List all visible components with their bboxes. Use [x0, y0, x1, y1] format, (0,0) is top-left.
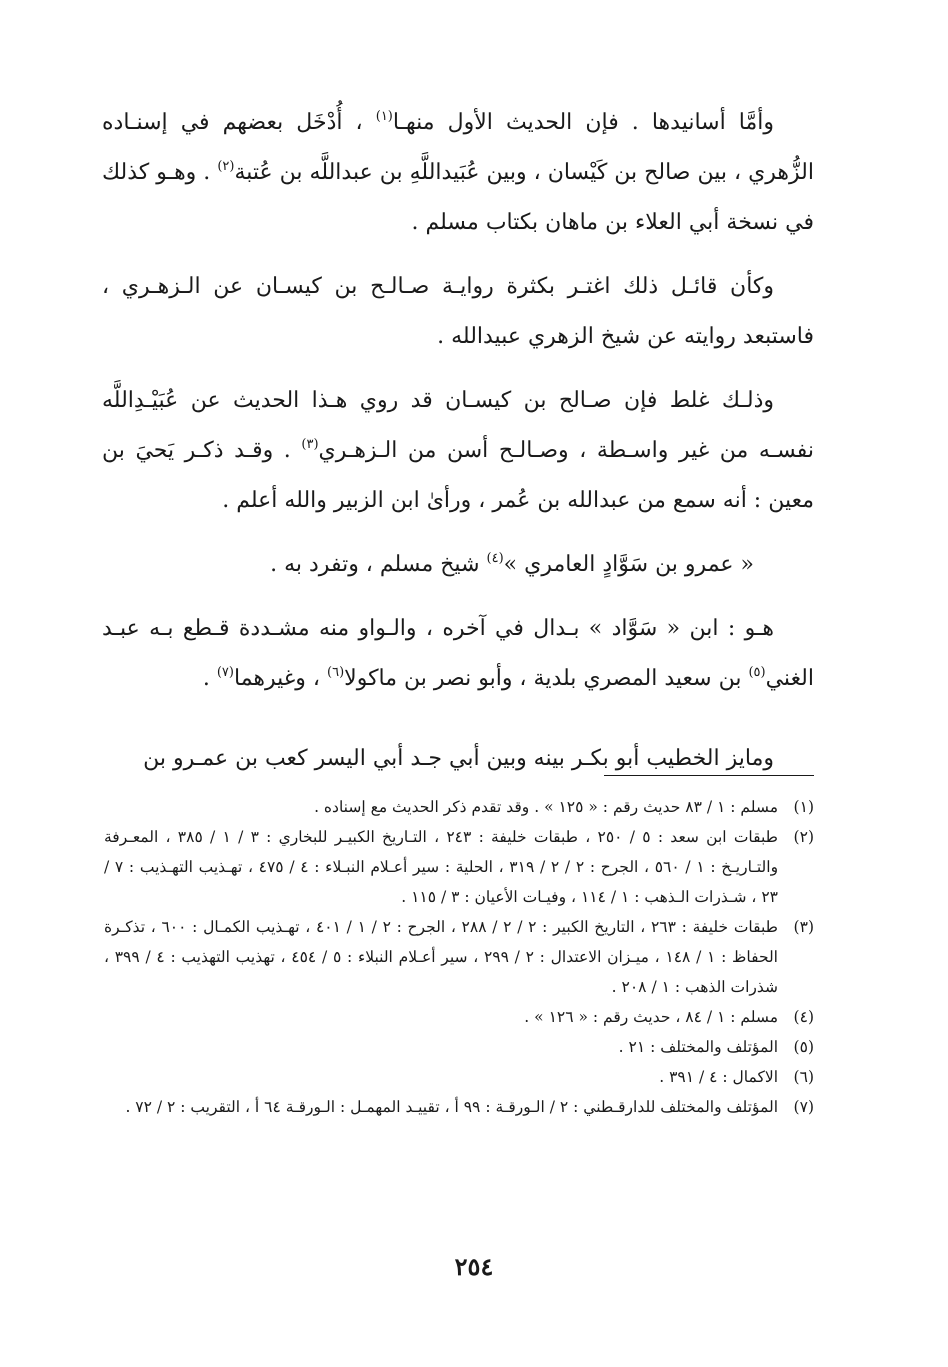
footnote-number: (٦)	[793, 1068, 814, 1086]
paragraph-5-part-c: ، وغيرهما	[233, 666, 328, 691]
footnote-text: المؤتلف والمختلف : ٢١ .	[618, 1038, 778, 1056]
footnote-1	[104, 792, 814, 822]
footnote-text: مسلم : ١ / ٨٣ حديث رقم : « ١٢٥ » . وقد تقدم ذكر الحديث مع إسناده .	[314, 798, 778, 816]
paragraph-1-part-a: وأمَّا أسانيدها . فإن الحديث الأول منهـا	[392, 110, 775, 135]
footnote-7	[104, 1092, 814, 1122]
main-text	[102, 98, 814, 784]
paragraph-1-part-c: . وهـو كذلك في نسخة أبي العلاء بن ماهان بكتاب مسلم .	[102, 160, 814, 235]
paragraph-2: وكأن قائـل ذلك اغتـر بكثرة روايـة صـالـح بن كيسـان عن الـزهـري ، فاستبعد روايته عن شيخ الزهري عبيدالله .	[102, 274, 814, 349]
paragraph-1-part-b: ، أُدْخَل بعضهم في إسنـاده الزُّهري ، بين صالح بن كَيْسان ، وبين عُبَيداللَّهِ بن عبداللَّه بن عُتبة	[102, 110, 814, 185]
footnote-text: مسلم : ١ / ٨٤ ، حديث رقم : « ١٢٦ » .	[524, 1008, 778, 1026]
footnote-number: (٧)	[793, 1098, 814, 1116]
paragraph-3-part-b: . وقـد ذكـر يَحيَ بن معين : أنه سمع من عبدالله بن عُمر ، ورأىٰ ابن الزبير والله أعلم .	[102, 438, 814, 513]
paragraph-4-part-a: « عمرو بن سَوَّادٍ العامري »	[503, 552, 754, 577]
footnote-number: (٣)	[793, 918, 814, 936]
paragraph-3	[102, 376, 814, 526]
paragraph-1	[102, 98, 814, 248]
footnote-text: الاكمال : ٤ / ٣٩١ .	[659, 1068, 778, 1086]
paragraph-4-part-b: شيخ مسلم ، وتفرد به .	[270, 552, 487, 577]
footnote-ref-6: (٦)	[327, 665, 345, 680]
paragraph-5	[102, 604, 814, 704]
footnote-number: (٢)	[793, 828, 814, 846]
footnote-number: (١)	[793, 798, 814, 816]
footnote-ref-7: (٧)	[216, 665, 234, 680]
paragraph-5-part-d: .	[202, 666, 217, 691]
footnote-number: (٥)	[793, 1038, 814, 1056]
footnote-ref-1: (١)	[375, 109, 393, 124]
footnote-text: طبقات ابن سعد : ٥ / ٢٥٠ ، طبقات خليفة : ٢٤٣ ، التـاريخ الكبيـر للبخاري : ٣ / ١ / ٣٨٥ ، المعـرفة والتـاريـخ : ١ / ٥٦٠ ، الجرح : ٢ / ٢ / ٣١٩ ، الحلية : سير أعـلام النبـلاء : ٤ / ٤٧٥ ، تهـذيب التهـذيب : ٧ / ٢٣ ، شـذرات الـذهب : ١ / ١١٤ ، وفيـات الأعيان : ٣ / ١١٥ .	[104, 828, 779, 906]
paragraph-5-part-a: هـو : ابن « سَوَّاد » بـدال في آخره ، والـواو منه مشـددة قـطع بـه عبـد الغني	[102, 616, 814, 691]
footnote-divider	[604, 775, 814, 776]
footnote-text: المؤتلف والمختلف للدارقـطني : ٢ / الـورقـة : ٩٩ أ ، تقييـد المهمـل : الـورقـة ٦٤ أ ، التقريب : ٢ / ٧٢ .	[125, 1098, 778, 1116]
footnote-5	[104, 1032, 814, 1062]
footnote-ref-4: (٤)	[486, 551, 504, 566]
footnote-3	[104, 912, 814, 1002]
footnote-6	[104, 1062, 814, 1092]
footnote-4	[104, 1002, 814, 1032]
footnote-number: (٤)	[793, 1008, 814, 1026]
paragraph-3-part-a: وذلـك غلط فإن صـالح بن كيسـان قد روي هـذا الحديث عن عُبَيْـدِاللَّه نفسـه من غير واسـطة ، وصـالـح أسن من الـزهـري	[102, 388, 814, 463]
page-number: ٢٥٤	[454, 1252, 494, 1281]
footnote-ref-3: (٣)	[301, 437, 319, 452]
paragraph-6: ومايز الخطيب أبو بكـر بينه وبين أبي جـد أبي اليسر كعب بن عمـرو بن	[143, 746, 774, 771]
footnotes	[104, 792, 814, 1122]
paragraph-4-quote	[102, 540, 814, 590]
footnote-2	[104, 822, 814, 912]
paragraph-5-part-b: بن سعيد المصري بلدية ، وأبو نصر بن ماكولا	[344, 666, 749, 691]
footnote-ref-5: (٥)	[748, 665, 766, 680]
footnote-ref-2: (٢)	[217, 159, 235, 174]
footnote-text: طبقات خليفة : ٢٦٣ ، التاريخ الكبير : ٢ / ٢ / ٢٨٨ ، الجرح : ٢ / ١ / ٤٠١ ، تهـذيب الكمـال : ٦٠٠ ، تذكـرة الحفاظ : ١ / ١٤٨ ، ميـزان الاعتدال : ٢ / ٢٩٩ ، سير أعـلام النبلاء : ٥ / ٤٥٤ ، تهذيب التهذيب : ٤ / ٣٩٩ ، شذرات الذهب : ١ / ٢٠٨ .	[104, 918, 779, 996]
